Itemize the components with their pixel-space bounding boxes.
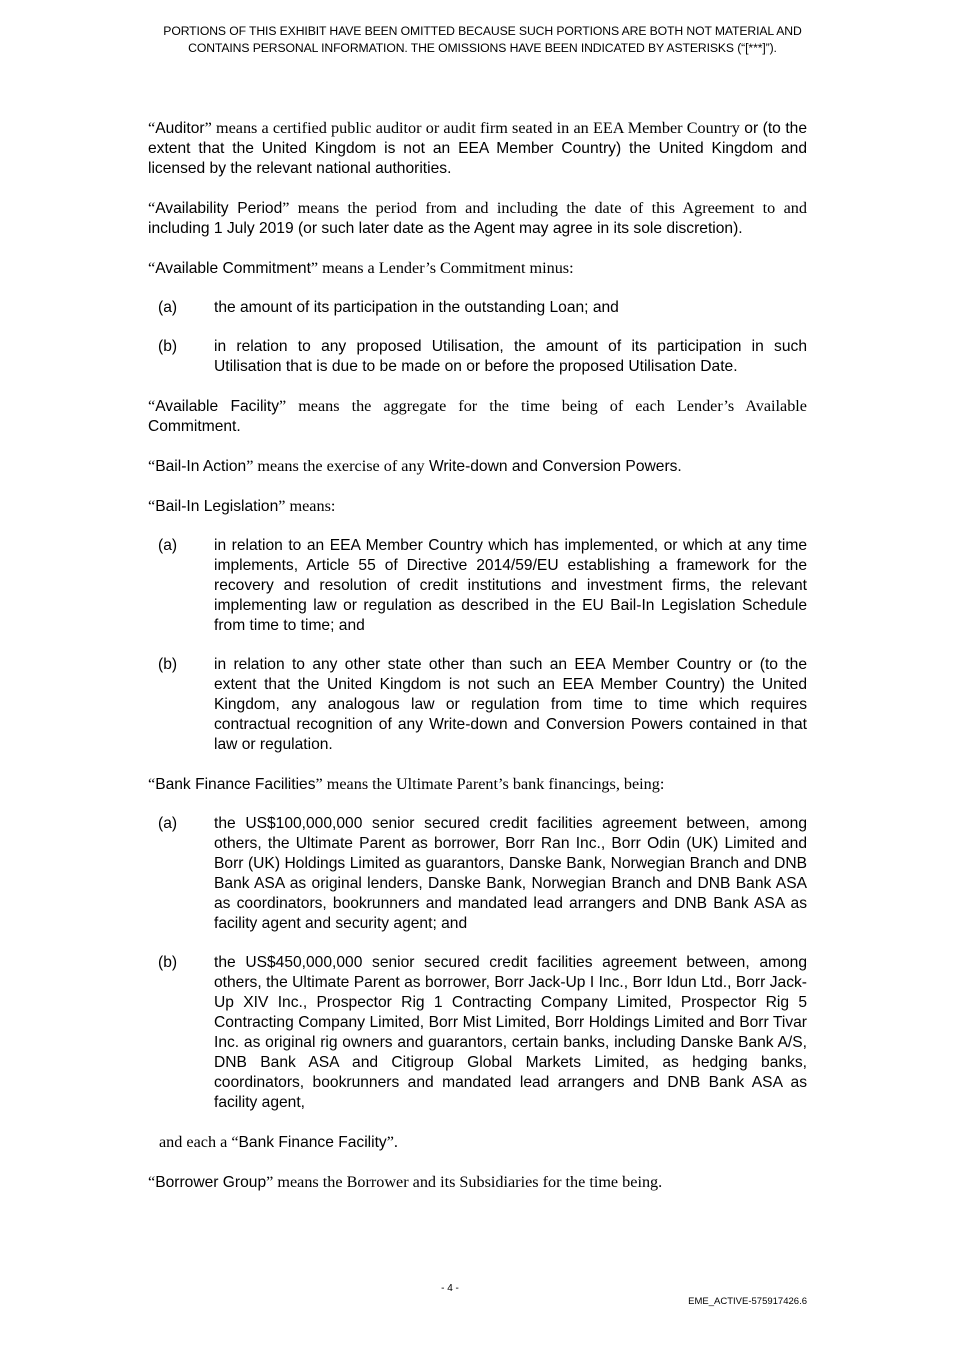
defined-term: Bank Finance Facility (238, 1134, 387, 1151)
page-number: - 4 - (441, 1283, 459, 1294)
definition-borrower-group: “Borrower Group” means the Borrower and its Subsidiaries for the time being. (148, 1173, 663, 1191)
list-item (148, 655, 807, 755)
list-item-text: the US$450,000,000 senior secured credit facilities agreement between, among others, the Ultimate Parent as borrower, Borr Jack-Up I Inc., Borr Idun Ltd., Borr Jack-Up XIV Inc., Prospector Rig 1 Contracting Company Limited, Prospector Rig 5 Contracting Company Limited, Borr Mist Limited, Borr Holdings Limited and Borr Tivar Inc. as original rig owners and guarantors, certain banks, including Danske Bank A/S, DNB Bank ASA and Citigroup Global Markets Limited, as hedging banks, coordinators, bookrunners and mandated lead arrangers and DNB Bank ASA as facility agent, (214, 954, 807, 1111)
definition-bail-in-action: “Bail-In Action” means the exercise of any Write-down and Conversion Powers. (148, 457, 682, 475)
defined-term: Available Facility (155, 398, 280, 415)
list-item-text: in relation to an EEA Member Country which has implemented, or which at any time implements, Article 55 of Directive 2014/59/EU establishing a framework for the recovery and resolution of credit institutions and investment firms, the relevant implementing law or regulation as described in the EU Bail-In Legislation Schedule from time to time; and (214, 537, 807, 634)
list-item (148, 337, 807, 377)
definition-bank-finance-facilities: “Bank Finance Facilities” means the Ultimate Parent’s bank financings, being: (148, 775, 665, 793)
header-line-2: CONTAINS PERSONAL INFORMATION. THE OMISSIONS HAVE BEEN INDICATED BY ASTERISKS (“[***]”). (188, 41, 777, 55)
document-reference: EME_ACTIVE-575917426.6 (688, 1296, 807, 1307)
list-item-text: the amount of its participation in the outstanding Loan; and (214, 299, 619, 316)
defined-term: Bail-In Legislation (155, 498, 279, 515)
definition-availability-period: “Availability Period” means the period from and including the date of this Agreement to and including 1 July 2019 (or such later date as the Agent may agree in its sole discretion). (148, 199, 807, 237)
list-item (148, 953, 807, 1113)
bank-finance-facility-closing: and each a “Bank Finance Facility”. (159, 1133, 398, 1151)
defined-term: Available Commitment (155, 260, 311, 277)
list-marker: (a) (158, 299, 178, 316)
list-item-text: in relation to any proposed Utilisation, the amount of its participation in such Utilisation that is due to be made on or before the proposed Utilisation Date. (214, 338, 807, 375)
definition-bail-in-legislation: “Bail-In Legislation” means: (148, 497, 336, 515)
list-item-text: in relation to any other state other than such an EEA Member Country or (to the extent that the United Kingdom is not such an EEA Member Country) the United Kingdom, any analogous law or regulation from time to time which requires contractual recognition of any Write-down and Conversion Powers contained in that law or regulation. (214, 656, 807, 753)
defined-term: Borrower Group (155, 1174, 267, 1191)
definition-available-facility: “Available Facility” means the aggregate for the time being of each Lender’s Available Commitment. (148, 397, 807, 435)
list-marker: (a) (158, 537, 178, 554)
defined-term: Availability Period (155, 200, 283, 217)
list-marker: (a) (158, 815, 178, 832)
confidentiality-header (100, 23, 865, 57)
defined-term: Auditor (155, 120, 205, 137)
defined-term: Bail-In Action (155, 458, 247, 475)
list-item (148, 536, 807, 636)
document-body (148, 118, 807, 1212)
list-item (148, 814, 807, 934)
header-line-1: PORTIONS OF THIS EXHIBIT HAVE BEEN OMITTED BECAUSE SUCH PORTIONS ARE BOTH NOT MATERIAL AND (163, 24, 802, 38)
list-marker: (b) (158, 338, 178, 355)
list-marker: (b) (158, 656, 178, 673)
list-item-text: the US$100,000,000 senior secured credit facilities agreement between, among others, the Ultimate Parent as borrower, Borr Ran Inc., Borr Odin (UK) Limited and Borr (UK) Holdings Limited as guarantors, Danske Bank, Norwegian Branch and DNB Bank ASA as original lenders, Danske Bank, Norwegian Branch and DNB Bank ASA as coordinators, bookrunners and mandated lead arrangers and DNB Bank ASA as facility agent and security agent; and (214, 815, 807, 932)
list-marker: (b) (158, 954, 178, 971)
defined-term: Bank Finance Facilities (155, 776, 316, 793)
definition-auditor: “Auditor” means a certified public auditor or audit firm seated in an EEA Member Country or (to the extent that the United Kingdom is not an EEA Member Country) the United Kingdom and licensed by the relevant national authorities. (148, 119, 807, 177)
definition-available-commitment: “Available Commitment” means a Lender’s Commitment minus: (148, 259, 574, 277)
list-item (148, 298, 807, 318)
